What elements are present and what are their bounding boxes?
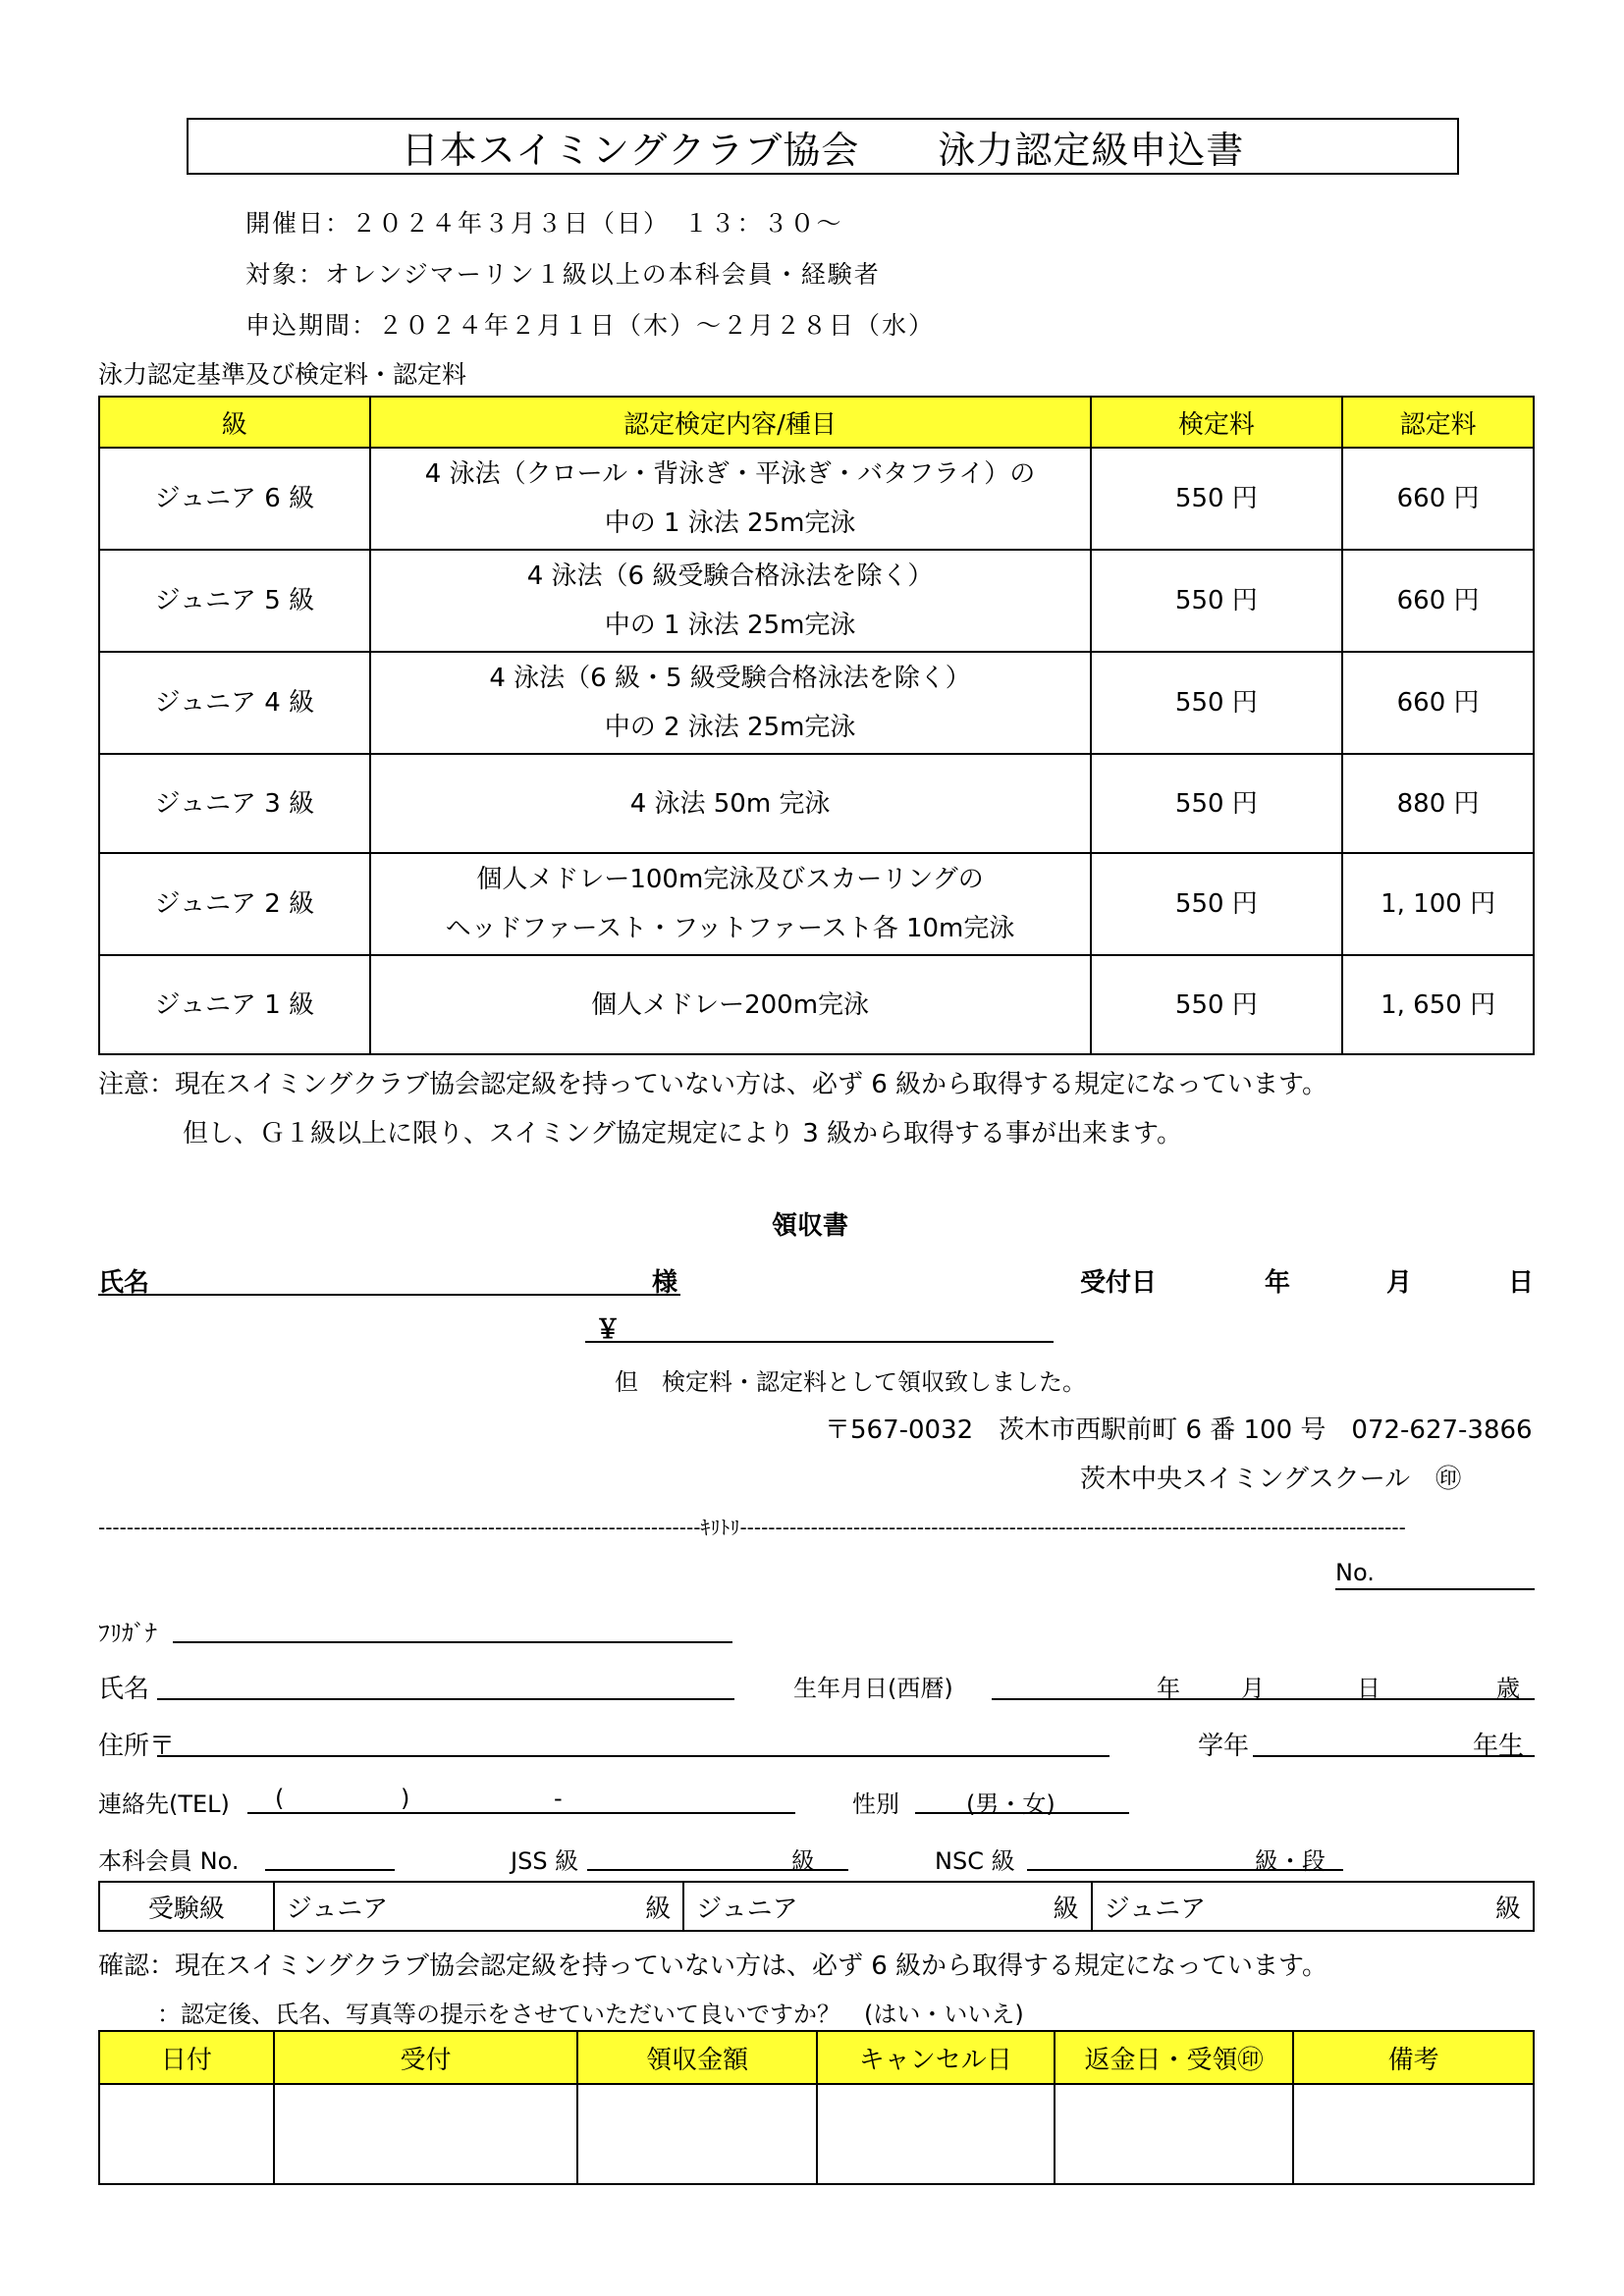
header-reception: 受付 bbox=[274, 2031, 578, 2084]
cert-fee-cell: 1, 100 円 bbox=[1342, 853, 1534, 955]
content-cell bbox=[370, 955, 1091, 1054]
refund-cell[interactable] bbox=[1055, 2084, 1294, 2184]
exam-grade-prefix: ジュニア bbox=[286, 1894, 389, 1924]
tel-field[interactable] bbox=[247, 1812, 795, 1814]
exam-grade-prefix: ジュニア bbox=[696, 1894, 798, 1924]
cut-line-label: ｷﾘﾄﾘ bbox=[700, 1516, 740, 1539]
cut-line-dashes-right: ---------------------------------------------------------------------------------------------- bbox=[739, 1516, 1406, 1539]
header-date: 日付 bbox=[99, 2031, 274, 2084]
exam-fee-cell: 550 円 bbox=[1091, 448, 1343, 550]
content-line: 4 泳法 50m 完泳 bbox=[629, 788, 831, 819]
content-cell bbox=[370, 448, 1091, 550]
grade-cell: ジュニア 6 級 bbox=[99, 448, 370, 550]
cert-fee-cell: 880 円 bbox=[1342, 754, 1534, 853]
content-line: 4 泳法（6 級受験合格泳法を除く） bbox=[526, 561, 934, 591]
grade-cell: ジュニア 2 級 bbox=[99, 853, 370, 955]
exam-grade-field[interactable] bbox=[274, 1882, 683, 1931]
header-content: 認定検定内容/種目 bbox=[370, 397, 1091, 448]
name-label: 氏名 bbox=[98, 1675, 150, 1704]
receipt-title: 領収書 bbox=[772, 1211, 849, 1241]
name-field[interactable] bbox=[157, 1698, 734, 1700]
jss-label: JSS 級 bbox=[511, 1847, 579, 1875]
content-line: 中の 1 泳法 25m完泳 bbox=[604, 508, 856, 538]
exam-fee-cell: 550 円 bbox=[1091, 652, 1343, 754]
application-period: 申込期間：２０２４年２月１日（木）～２月２８日（水） bbox=[245, 311, 936, 340]
cut-line-dashes-left: ------------------------------------------------------------------------------------- bbox=[98, 1516, 701, 1539]
school-year-label: 学年 bbox=[1198, 1732, 1250, 1761]
grade-cell: ジュニア 5 級 bbox=[99, 550, 370, 652]
cancel-date-cell[interactable] bbox=[817, 2084, 1055, 2184]
tel-open-paren: ( bbox=[275, 1785, 285, 1812]
yen-sign: ￥ bbox=[595, 1315, 622, 1345]
member-no-field[interactable] bbox=[265, 1869, 395, 1871]
gender-label: 性別 bbox=[852, 1790, 899, 1818]
header-remarks: 備考 bbox=[1293, 2031, 1534, 2084]
birth-month: 月 bbox=[1241, 1675, 1265, 1702]
exam-grade-field[interactable] bbox=[1092, 1882, 1534, 1931]
table-row bbox=[99, 652, 1534, 754]
nsc-suffix: 級・段 bbox=[1255, 1847, 1326, 1875]
header-exam-fee: 検定料 bbox=[1091, 397, 1343, 448]
date-cell[interactable] bbox=[99, 2084, 274, 2184]
exam-grade-prefix: ジュニア bbox=[1104, 1894, 1207, 1924]
receipt-day: 日 bbox=[1508, 1268, 1535, 1298]
school-year-suffix: 年生 bbox=[1473, 1732, 1525, 1761]
office-use-table bbox=[98, 2030, 1535, 2185]
header-amount: 領収金額 bbox=[577, 2031, 817, 2084]
table-caption: 泳力認定基準及び検定料・認定料 bbox=[98, 360, 467, 389]
reception-cell[interactable] bbox=[274, 2084, 578, 2184]
exam-grade-table bbox=[98, 1881, 1535, 1932]
exam-grade-suffix: 級 bbox=[1053, 1894, 1079, 1924]
exam-grade-suffix: 級 bbox=[1494, 1894, 1521, 1924]
birth-label: 生年月日(西暦) bbox=[793, 1675, 953, 1702]
cert-fee-cell: 1, 650 円 bbox=[1342, 955, 1534, 1054]
furigana-label: ﾌﾘｶﾞﾅ bbox=[98, 1620, 157, 1647]
exam-grade-field[interactable] bbox=[683, 1882, 1091, 1931]
receipt-name-label: 氏名 bbox=[98, 1268, 150, 1298]
content-cell bbox=[370, 853, 1091, 955]
content-line: 中の 2 泳法 25m完泳 bbox=[604, 713, 856, 742]
gender-value: (男・女) bbox=[966, 1790, 1056, 1818]
table-row bbox=[99, 754, 1534, 853]
cut-line bbox=[98, 1512, 1527, 1540]
page-title bbox=[187, 118, 1459, 175]
cert-fee-cell: 660 円 bbox=[1342, 448, 1534, 550]
amount-cell[interactable] bbox=[577, 2084, 817, 2184]
receipt-proviso: 但 検定料・認定料として領収致しました。 bbox=[615, 1368, 1086, 1396]
content-cell bbox=[370, 754, 1091, 853]
event-target: 対象：オレンジマーリン１級以上の本科会員・経験者 bbox=[245, 260, 881, 289]
content-line: 個人メドレー200m完泳 bbox=[591, 989, 870, 1020]
school-address: 〒567-0032 茨木市西駅前町 6 番 100 号 072-627-3866 bbox=[825, 1415, 1533, 1445]
confirm-line-2: ：認定後、氏名、写真等の提示をさせていただいて良いですか？ (はい・いいえ) bbox=[157, 2001, 1024, 2028]
grade-cell: ジュニア 4 級 bbox=[99, 652, 370, 754]
tel-dash: - bbox=[554, 1785, 563, 1812]
header-cancel-date: キャンセル日 bbox=[817, 2031, 1055, 2084]
address-label: 住所〒 bbox=[98, 1732, 176, 1761]
school-name: 茨木中央スイミングスクール ㊞ bbox=[1080, 1465, 1462, 1494]
birth-year: 年 bbox=[1157, 1675, 1180, 1702]
content-line: 4 泳法（6 級・5 級受験合格泳法を除く） bbox=[489, 664, 971, 693]
office-use-header bbox=[99, 2031, 1534, 2084]
cert-fee-cell: 660 円 bbox=[1342, 652, 1534, 754]
receipt-sama: 様 bbox=[652, 1268, 678, 1298]
grade-table bbox=[98, 396, 1535, 1055]
header-cert-fee: 認定料 bbox=[1342, 397, 1534, 448]
amount-line bbox=[585, 1341, 1054, 1343]
grade-cell: ジュニア 1 級 bbox=[99, 955, 370, 1054]
content-line: 4 泳法（クロール・背泳ぎ・平泳ぎ・バタフライ）の bbox=[424, 459, 1036, 489]
title-left: 日本スイミングクラブ協会 bbox=[401, 128, 860, 172]
note-line-1: 注意：現在スイミングクラブ協会認定級を持っていない方は、必ず 6 級から取得する規定になっています。 bbox=[98, 1070, 1327, 1099]
event-date: 開催日：２０２４年３月３日（日） １３：３０～ bbox=[245, 209, 843, 238]
receipt-accept-date: 受付日 bbox=[1080, 1268, 1158, 1298]
content-line: 中の 1 泳法 25m完泳 bbox=[604, 611, 856, 640]
form-no-label: No. bbox=[1335, 1559, 1375, 1586]
table-row bbox=[99, 550, 1534, 652]
form-no-field[interactable] bbox=[1335, 1588, 1535, 1590]
jss-suffix: 級 bbox=[791, 1847, 815, 1875]
receipt-year: 年 bbox=[1265, 1268, 1291, 1298]
exam-grade-label: 受験級 bbox=[99, 1882, 274, 1931]
header-refund: 返金日・受領㊞ bbox=[1055, 2031, 1294, 2084]
receipt-name-line bbox=[98, 1294, 680, 1296]
content-cell bbox=[370, 550, 1091, 652]
exam-fee-cell: 550 円 bbox=[1091, 550, 1343, 652]
table-row bbox=[99, 448, 1534, 550]
table-row bbox=[99, 1882, 1534, 1931]
exam-fee-cell: 550 円 bbox=[1091, 853, 1343, 955]
exam-grade-suffix: 級 bbox=[645, 1894, 672, 1924]
grade-cell: ジュニア 3 級 bbox=[99, 754, 370, 853]
receipt-month: 月 bbox=[1386, 1268, 1413, 1298]
cert-fee-cell: 660 円 bbox=[1342, 550, 1534, 652]
table-row bbox=[99, 955, 1534, 1054]
remarks-cell[interactable] bbox=[1293, 2084, 1534, 2184]
table-row bbox=[99, 853, 1534, 955]
exam-fee-cell: 550 円 bbox=[1091, 955, 1343, 1054]
tel-close-paren: ) bbox=[401, 1785, 410, 1812]
nsc-label: NSC 級 bbox=[935, 1847, 1015, 1875]
birth-age: 歳 bbox=[1496, 1675, 1520, 1702]
content-cell bbox=[370, 652, 1091, 754]
tel-label: 連絡先(TEL) bbox=[98, 1790, 230, 1818]
grade-table-header bbox=[99, 397, 1534, 448]
furigana-field[interactable] bbox=[173, 1641, 732, 1643]
address-field[interactable] bbox=[157, 1755, 1110, 1757]
birth-day: 日 bbox=[1357, 1675, 1380, 1702]
note-line-2: 但し、Ｇ１級以上に限り、スイミング協定規定により 3 級から取得する事が出来ます。 bbox=[183, 1119, 1182, 1148]
exam-fee-cell: 550 円 bbox=[1091, 754, 1343, 853]
confirm-line-1: 確認：現在スイミングクラブ協会認定級を持っていない方は、必ず 6 級から取得する規定になっています。 bbox=[98, 1951, 1327, 1981]
content-line: 個人メドレー100m完泳及びスカーリングの bbox=[476, 865, 984, 894]
content-line: ヘッドファースト・フットファースト各 10m完泳 bbox=[445, 914, 1015, 943]
title-right: 泳力認定級申込書 bbox=[938, 128, 1245, 172]
table-row bbox=[99, 2084, 1534, 2184]
member-no-label: 本科会員 No. bbox=[98, 1847, 240, 1875]
header-grade: 級 bbox=[99, 397, 370, 448]
